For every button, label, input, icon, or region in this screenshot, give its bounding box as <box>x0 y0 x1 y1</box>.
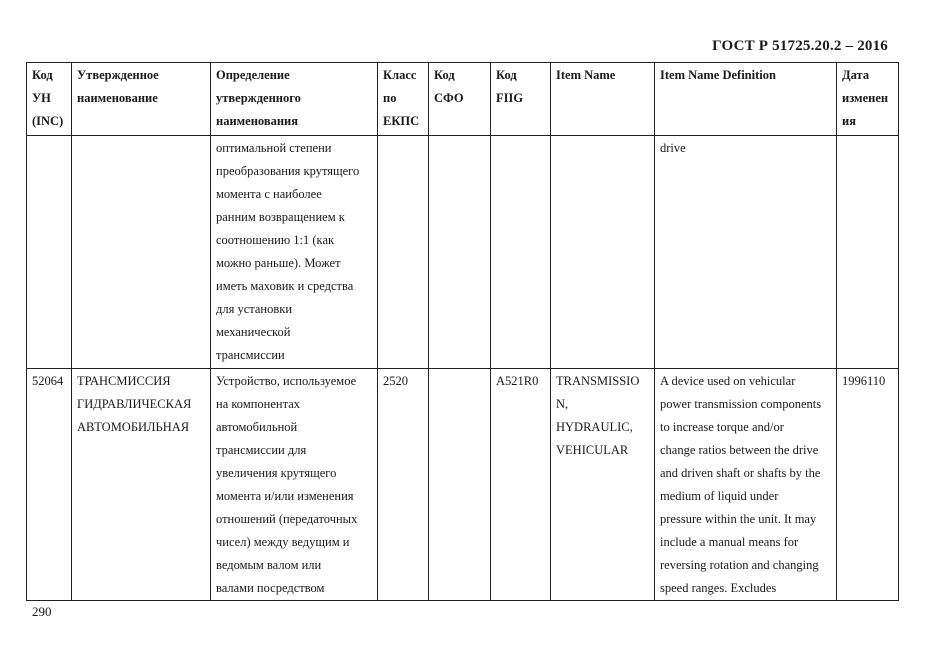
cell-text-line: ЕКПС <box>383 114 420 128</box>
cell-change-date <box>837 136 899 369</box>
cell-text-line: преобразования крутящего <box>216 164 360 178</box>
cell-text-line: момента с наиболее <box>216 187 322 201</box>
cell-text-line: A device used on vehicular <box>660 374 796 388</box>
cell-text-line: A521R0 <box>496 374 539 388</box>
cell-text-line: N, <box>556 397 569 411</box>
cell-text-line: 2520 <box>383 374 408 388</box>
table-row <box>27 136 899 369</box>
cell-text-line: to increase torque and/or <box>660 420 784 434</box>
cell-change-date <box>837 369 899 601</box>
cell-inc <box>27 369 72 601</box>
col-header-fiig-code <box>491 63 551 136</box>
cell-text-line: (INC) <box>32 114 64 128</box>
cell-text-line: TRANSMISSIO <box>556 374 640 388</box>
col-header-approved-name <box>72 63 211 136</box>
table-header-row <box>27 63 899 136</box>
cell-text-line: and driven shaft or shafts by the <box>660 466 821 480</box>
cell-definition <box>211 136 378 369</box>
cell-text-line: наименования <box>216 114 299 128</box>
cell-text-line: увеличения крутящего <box>216 466 337 480</box>
cell-text-line: Код <box>434 68 455 82</box>
cell-text-line: medium of liquid under <box>660 489 779 503</box>
cell-inc <box>27 136 72 369</box>
cell-text-line: механической <box>216 325 291 339</box>
cell-item-name <box>551 136 655 369</box>
cell-text-line: ранним возвращением к <box>216 210 345 224</box>
cell-text-line: отношений (передаточных <box>216 512 358 526</box>
cell-text-line: на компонентах <box>216 397 301 411</box>
cell-text-line: АВТОМОБИЛЬНАЯ <box>77 420 190 434</box>
col-header-definition <box>211 63 378 136</box>
cell-text-line: HYDRAULIC, <box>556 420 633 434</box>
cell-text-line: соотношению 1:1 (как <box>216 233 335 247</box>
cell-fiig-code <box>491 369 551 601</box>
cell-text-line: include a manual means for <box>660 535 799 549</box>
cell-text-line: Код <box>32 68 53 82</box>
cell-text-line: change ratios between the drive <box>660 443 819 457</box>
cell-text-line: иметь маховик и средства <box>216 279 354 293</box>
cell-class <box>378 136 429 369</box>
cell-text-line: drive <box>660 141 686 155</box>
col-header-inc <box>27 63 72 136</box>
cell-class <box>378 369 429 601</box>
cell-text-line: Утвержденное <box>77 68 159 82</box>
col-header-class <box>378 63 429 136</box>
cell-text-line: по <box>383 91 397 105</box>
cell-text-line: ТРАНСМИССИЯ <box>77 374 171 388</box>
cell-item-definition <box>655 369 837 601</box>
cell-text-line: Item Name Definition <box>660 68 776 82</box>
table-row <box>27 369 899 601</box>
cell-text-line: утвержденного <box>216 91 301 105</box>
cell-text-line: VEHICULAR <box>556 443 629 457</box>
cell-text-line: оптимальной степени <box>216 141 332 155</box>
col-header-item-name <box>551 63 655 136</box>
cell-text-line: валами посредством <box>216 581 325 595</box>
cell-text-line: УН <box>32 91 51 105</box>
cell-text-line: power transmission components <box>660 397 822 411</box>
cell-fiig-code <box>491 136 551 369</box>
cell-item-definition <box>655 136 837 369</box>
cell-text-line: FIIG <box>496 91 524 105</box>
cell-text-line: изменен <box>842 91 889 105</box>
cell-text-line: автомобильной <box>216 420 298 434</box>
cell-text-line: чисел) между ведущим и <box>216 535 350 549</box>
cell-item-name <box>551 369 655 601</box>
col-header-item-definition <box>655 63 837 136</box>
cell-definition <box>211 369 378 601</box>
col-header-change-date <box>837 63 899 136</box>
cell-text-line: pressure within the unit. It may <box>660 512 817 526</box>
cell-text-line: ведомым валом или <box>216 558 322 572</box>
registry-table <box>26 62 899 601</box>
document-standard-header: ГОСТ Р 51725.20.2 – 2016 <box>712 38 888 54</box>
cell-text-line: трансмиссии <box>216 348 285 362</box>
cell-approved-name <box>72 136 211 369</box>
cell-text-line: для установки <box>216 302 293 316</box>
cell-text-line: Определение <box>216 68 290 82</box>
cell-text-line: 52064 <box>32 374 64 388</box>
cell-text-line: можно раньше). Может <box>216 256 341 270</box>
cell-text-line: Дата <box>842 68 870 82</box>
cell-approved-name <box>72 369 211 601</box>
cell-text-line: момента и/или изменения <box>216 489 354 503</box>
cell-text-line: ГИДРАВЛИЧЕСКАЯ <box>77 397 192 411</box>
page-number: 290 <box>32 604 52 619</box>
cell-text-line: reversing rotation and changing <box>660 558 819 572</box>
cell-text-line: СФО <box>434 91 464 105</box>
cell-text-line: Устройство, используемое <box>216 374 357 388</box>
cell-text-line: speed ranges. Excludes <box>660 581 777 595</box>
cell-sfo-code <box>429 136 491 369</box>
cell-text-line: трансмиссии для <box>216 443 307 457</box>
cell-text-line: Класс <box>383 68 417 82</box>
cell-sfo-code <box>429 369 491 601</box>
cell-text-line: Item Name <box>556 68 616 82</box>
cell-text-line: ия <box>842 114 856 128</box>
col-header-sfo-code <box>429 63 491 136</box>
cell-text-line: наименование <box>77 91 158 105</box>
cell-text-line: 1996110 <box>842 374 886 388</box>
cell-text-line: Код <box>496 68 517 82</box>
